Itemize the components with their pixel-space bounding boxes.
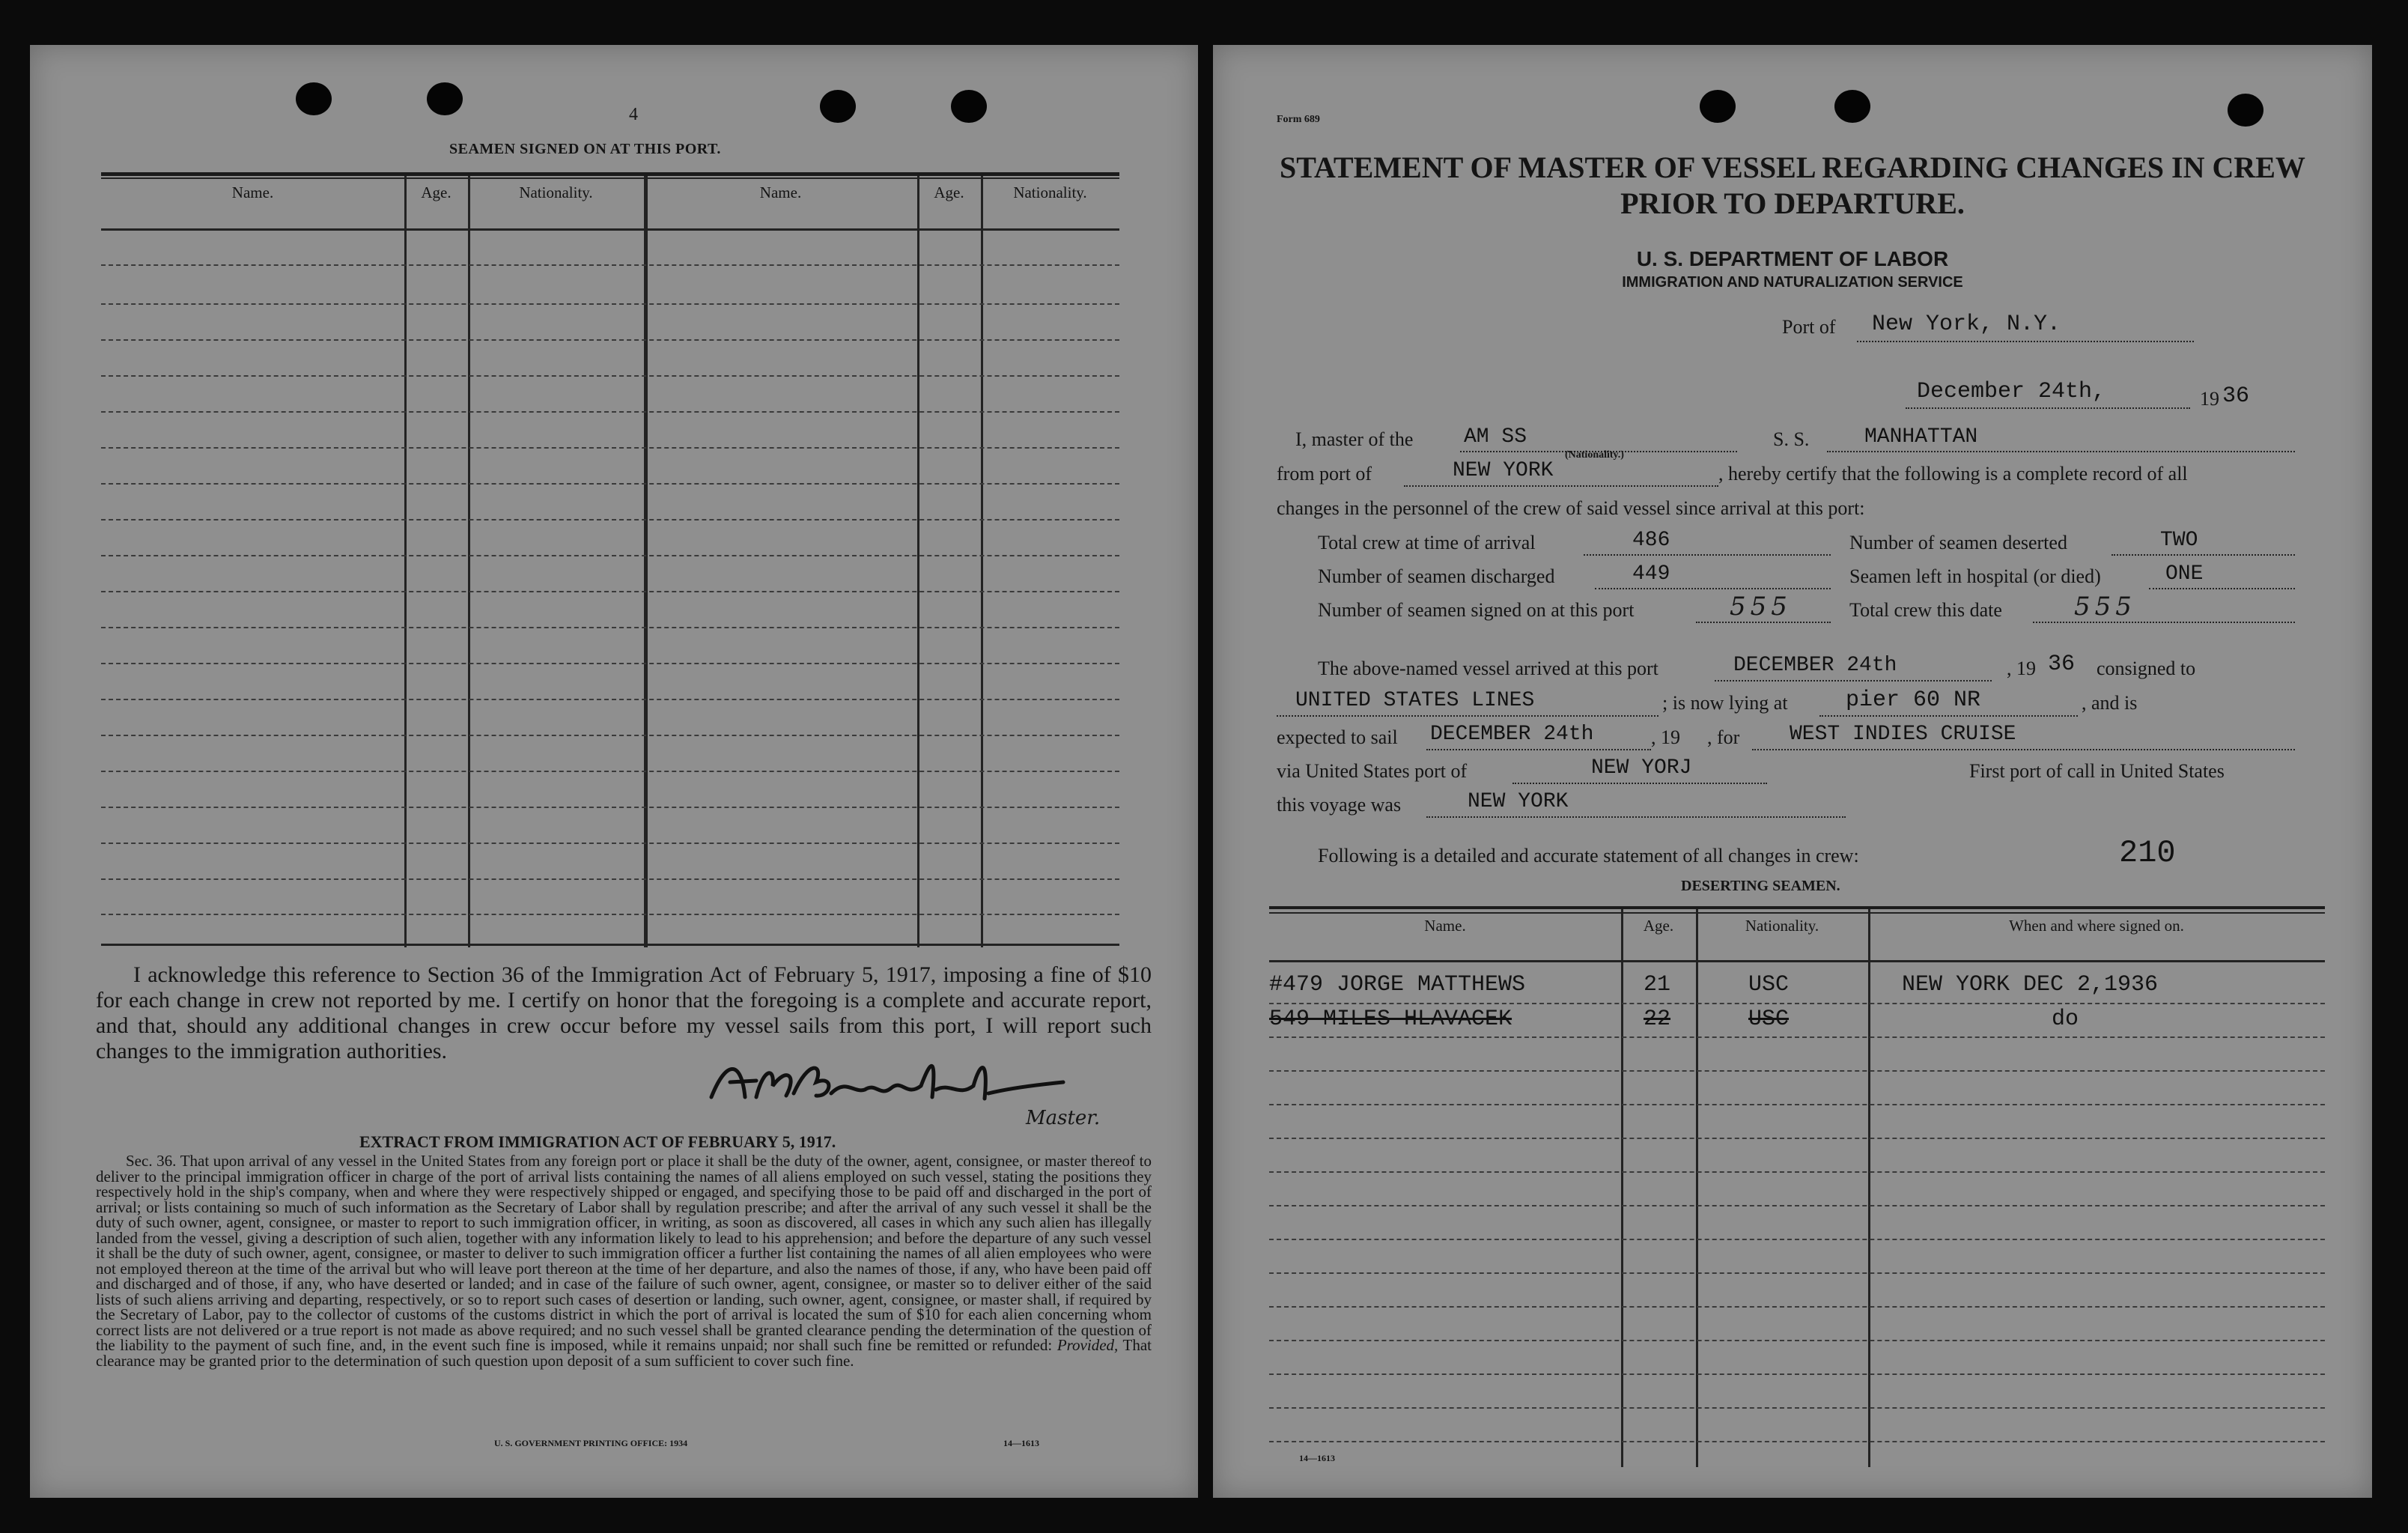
form-code: 14—1613 (1299, 1453, 1335, 1463)
section-title: SEAMEN SIGNED ON AT THIS PORT. (449, 141, 721, 157)
discharged-value: 449 (1632, 562, 1670, 586)
master-label: Master. (1026, 1107, 1101, 1129)
arrived-value: DECEMBER 24th (1733, 654, 1897, 677)
printer-imprint: U. S. GOVERNMENT PRINTING OFFICE: 1934 (494, 1438, 688, 1448)
voyage-value: NEW YORK (1468, 790, 1569, 813)
column-header-signed-on: When and where signed on. (2009, 917, 2184, 935)
annotation-number: 210 (2119, 835, 2176, 871)
from-port-value: NEW YORK (1453, 459, 1554, 482)
via-value: NEW YORJ (1591, 756, 1692, 780)
seaman-name: #479 JORGE MATTHEWS (1269, 972, 1526, 998)
hospital-label: Seamen left in hospital (or died) (1849, 565, 2101, 587)
total-crew-date-label: Total crew this date (1849, 599, 2002, 621)
seaman-nationality: USC (1748, 972, 1790, 998)
right-page (1213, 45, 2372, 1498)
master-of-label: I, master of the (1295, 428, 1414, 450)
lying-value: pier 60 NR (1846, 687, 1981, 713)
year-prefix: 19 (2200, 388, 2219, 410)
hospital-value: ONE (2165, 562, 2204, 586)
acknowledgement-text: I acknowledge this reference to Section 36 of the Immigration Act of February 5, 1917, imposing a fine of $10 for each change in crew not reported by me. I certify on honor that the foregoing is a complete and accurate report, and that, should any additional changes in crew occur before my vessel sails from this port, I will report such changes to the immigration authorities. (96, 962, 1152, 1063)
signed-on-value: 555 (1730, 592, 1792, 622)
punch-hole (951, 90, 987, 123)
column-header-name: Name. (759, 183, 802, 201)
seamen-signed-on-table (101, 172, 1119, 947)
punch-hole (1700, 90, 1736, 123)
ss-label: S. S. (1773, 428, 1810, 450)
seaman-name: 549 MILES HLAVACEK (1269, 1007, 1512, 1032)
nationality-caption: (Nationality.) (1565, 449, 1624, 461)
changes-text: changes in the personnel of the crew of said vessel since arrival at this port: (1277, 497, 1865, 519)
expected-label: expected to sail (1277, 726, 1398, 748)
expected-year: , 19 (1651, 726, 1680, 748)
arrived-year-prefix: , 19 (2007, 658, 2036, 679)
extract-end-text: That clearance may be granted prior to the determination of such question upon deposit of a sum sufficient to cover such fine. (96, 1336, 1152, 1370)
seaman-age: 22 (1644, 1007, 1671, 1032)
deserted-label: Number of seamen deserted (1849, 532, 2067, 553)
arrived-label: The above-named vessel arrived at this port (1318, 658, 1658, 679)
consignee-value: UNITED STATES LINES (1295, 689, 1535, 712)
nationality-value: AM SS (1464, 425, 1527, 449)
seaman-signed-on: do (2052, 1007, 2079, 1032)
discharged-label: Number of seamen discharged (1318, 565, 1555, 587)
deserting-seamen-table (1269, 906, 2325, 1467)
extract-body-text: That upon arrival of any vessel in the United States from any foreign port or place it shall be the duty of the owner, agent, consignee, or master thereof to deliver to the principal immigration officer in charge of the port of arrival lists containing the names of all aliens employed on such vessel, stating the positions they respectively hold in the ship's company, when and where they were respectively shipped or engaged, and specifying those to be paid off and discharged in the port of arrival; or lists containing so much of such information as the Secretary of Labor shall by regulation prescribe; and after the arrival of any such vessel it shall be the duty of such owner, agent, consignee, or master to report to such immigration officer, in writing, as soon as discovered, all cases in which any such alien has illegally landed from the vessel, giving a description of such alien, together with any information likely to lead to his apprehension; and before the departure of any such vessel it shall be the duty of such owner, agent, consignee, or master to deliver to such immigration officer a further list containing the names of all alien employees who were not employed thereon at the time of the arrival but who will leave port thereon at the time of her departure, and also the names of those, if any, who have been paid off and discharged and of those, if any, who have deserted or landed; and in case of the failure of such owner, agent, consignee, or master so to deliver either of the said lists of such aliens arriving and departing, respectively, or so to report such cases of desertion or landing, such owner, agent, consignee, or master shall, if required by the Secretary of Labor, pay to the collector of customs of the customs district in which the port of arrival is located the sum of $10 for each alien concerning whom correct lists are not delivered or a true report is not made as above required; and no such vessel shall be granted clearance pending the determination of the question of the liability to the payment of such fine, and, in the event such fine is imposed, while it remains unpaid; nor shall such fine be remitted or refunded: (96, 1152, 1152, 1354)
voyage-label: this voyage was (1277, 794, 1402, 816)
punch-hole (296, 82, 332, 115)
deserting-title: DESERTING SEAMEN. (1681, 878, 1840, 894)
column-header-nationality: Nationality. (1013, 183, 1087, 201)
form-number: Form 689 (1277, 114, 1320, 125)
service-name: IMMIGRATION AND NATURALIZATION SERVICE (1622, 274, 1963, 291)
consigned-label: consigned to (2097, 658, 2196, 679)
total-crew-arrival-value: 486 (1632, 529, 1670, 552)
extract-title: EXTRACT FROM IMMIGRATION ACT OF FEBRUARY 5, 1917. (359, 1132, 836, 1151)
column-header-nationality: Nationality. (519, 183, 593, 201)
signature-icon (704, 1052, 1078, 1112)
lying-label: ; is now lying at (1662, 692, 1788, 714)
via-label: via United States port of (1277, 760, 1468, 782)
punch-hole (2228, 94, 2263, 127)
seaman-age: 21 (1644, 972, 1671, 998)
form-title-line1: STATEMENT OF MASTER OF VESSEL REGARDING CHANGES IN CREW (1280, 151, 2305, 184)
department-name: U. S. DEPARTMENT OF LABOR (1636, 247, 1949, 270)
master-signature (704, 1052, 1078, 1116)
column-header-name: Name. (1424, 917, 1466, 935)
first-port-label: First port of call in United States (1969, 760, 2225, 782)
certify-text: , hereby certify that the following is a complete record of all (1718, 463, 2188, 485)
for-value: WEST INDIES CRUISE (1790, 723, 2016, 746)
left-page (30, 45, 1198, 1498)
total-crew-arrival-label: Total crew at time of arrival (1318, 532, 1536, 553)
extract-provided: Provided, (1056, 1336, 1119, 1354)
deserted-value: TWO (2160, 529, 2198, 552)
form-title-line2: PRIOR TO DEPARTURE. (1620, 186, 1965, 220)
port-label: Port of (1782, 316, 1836, 338)
column-header-name: Name. (231, 183, 274, 201)
extract-section-label: Sec. 36. (126, 1152, 177, 1170)
extract-text (96, 1153, 1152, 1368)
punch-hole (427, 82, 463, 115)
port-value: New York, N.Y. (1872, 312, 2061, 337)
signed-on-label: Number of seamen signed on at this port (1318, 599, 1635, 621)
total-crew-date-value: 555 (2074, 592, 2136, 622)
following-text: Following is a detailed and accurate statement of all changes in crew: (1318, 845, 1859, 866)
ship-name: MANHATTAN (1864, 425, 1978, 449)
column-header-age: Age. (421, 183, 452, 201)
arrived-year: 36 (2048, 652, 2076, 677)
column-header-age: Age. (934, 183, 964, 201)
seaman-nationality: USC (1748, 1007, 1790, 1032)
punch-hole (820, 90, 856, 123)
seaman-signed-on: NEW YORK DEC 2,1936 (1902, 972, 2159, 998)
date-value: December 24th, (1917, 379, 2106, 404)
year-value: 36 (2222, 383, 2250, 409)
and-is-text: , and is (2082, 692, 2138, 714)
punch-hole (1834, 90, 1870, 123)
column-header-age: Age. (1643, 917, 1674, 935)
expected-value: DECEMBER 24th (1430, 723, 1594, 746)
form-code: 14—1613 (1003, 1438, 1039, 1448)
page-number: 4 (629, 105, 638, 124)
from-port-label: from port of (1277, 463, 1372, 485)
column-header-nationality: Nationality. (1745, 917, 1819, 935)
for-label: , for (1707, 726, 1740, 748)
